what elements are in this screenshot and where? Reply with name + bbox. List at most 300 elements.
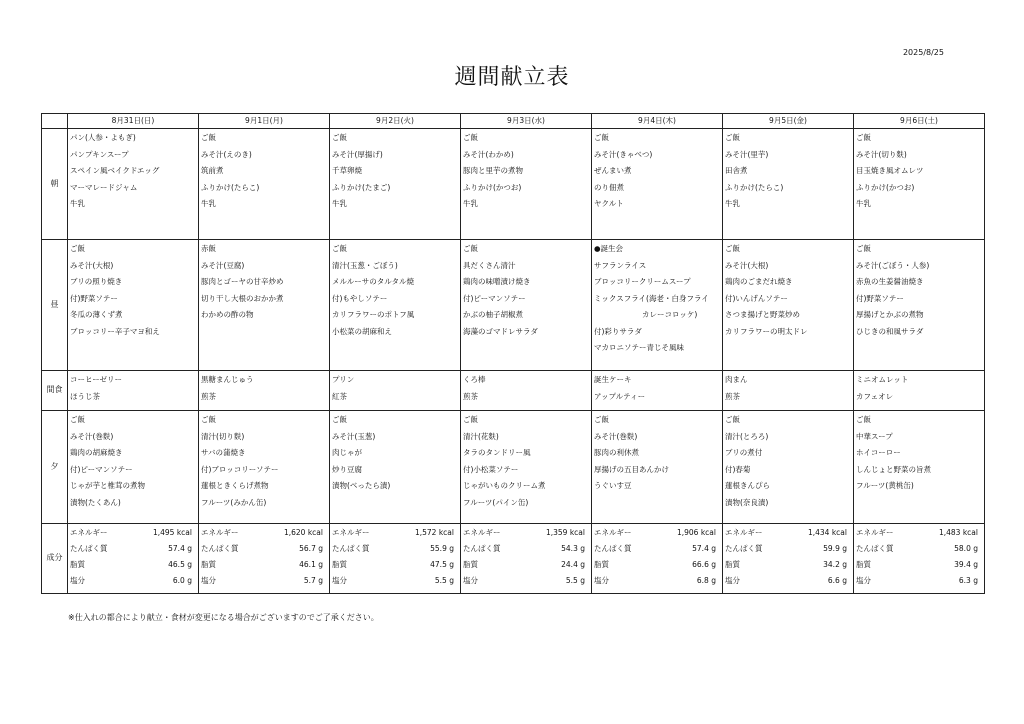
nutrition-value: 34.2 — [823, 560, 840, 569]
nutrition-label: たんぱく質 — [463, 544, 501, 553]
nutrition-value: 1,906 — [676, 528, 699, 537]
menu-item: 厚揚げとかぶの煮物 — [856, 310, 924, 319]
menu-item: ミックスフライ(海老・白身フライ — [594, 293, 709, 303]
nutrition-label: 脂質 — [332, 560, 347, 569]
nutrition-salt — [856, 573, 982, 589]
snack-menu-cell — [68, 371, 199, 411]
nutrition-value: 5.5 — [434, 576, 447, 585]
snack-menu-cell — [461, 371, 592, 411]
nutrition-unit: g — [449, 560, 454, 569]
nutrition-value: 46.1 — [299, 560, 316, 569]
nutrition-label: エネルギー — [725, 528, 763, 537]
menu-item: みそ汁(大根) — [70, 260, 114, 270]
menu-item: ブリの煮付 — [725, 448, 763, 457]
lunch-menu-cell — [723, 240, 854, 371]
day-header: 9月6日(土) — [854, 114, 985, 129]
nutrition-value-group — [561, 557, 589, 573]
menu-item: コーヒーゼリー — [70, 375, 123, 384]
menu-item: 鶏肉のごまだれ焼き — [725, 277, 793, 286]
menu-item: ご飯 — [856, 244, 871, 253]
menu-item: ご飯 — [856, 133, 871, 142]
menu-item: ふりかけ(たらこ) — [725, 182, 784, 192]
dinner-menu-cell — [330, 411, 461, 524]
menu-item: ご飯 — [463, 244, 478, 253]
menu-item: ブロッコリー辛子マヨ和え — [70, 326, 160, 336]
menu-item: ぜんまい煮 — [594, 166, 632, 175]
nutrition-value: 1,359 — [545, 528, 568, 537]
menu-item: ご飯 — [332, 244, 347, 253]
menu-item: 豚肉とゴーヤの甘辛炒め — [201, 277, 284, 286]
nutrition-fat — [70, 557, 196, 573]
menu-item: 清汁(切り麩) — [201, 431, 245, 441]
menu-item: 小松菜の胡麻和え — [332, 326, 392, 336]
menu-item: 付)春菊 — [725, 464, 751, 474]
menu-item: ご飯 — [332, 133, 347, 142]
menu-item: 赤魚の生姜醤油焼き — [856, 277, 924, 286]
nutrition-label: 脂質 — [201, 560, 216, 569]
menu-item: 清汁(花麩) — [463, 431, 499, 441]
meal-label-snack: 間食 — [42, 371, 68, 411]
menu-item: 牛乳 — [201, 199, 216, 208]
nutrition-label: たんぱく質 — [332, 544, 370, 553]
lunch-menu-cell — [68, 240, 199, 371]
nutrition-cell — [723, 524, 854, 594]
day-header: 9月1日(月) — [199, 114, 330, 129]
menu-item: 誕生ケーキ — [594, 375, 632, 384]
nutrition-value-group — [430, 557, 458, 573]
menu-item: 黒糖まんじゅう — [201, 375, 254, 384]
lunch-menu-cell — [854, 240, 985, 371]
nutrition-value-group — [954, 541, 982, 557]
nutrition-protein — [201, 541, 327, 557]
menu-item: ブロッコリークリームスープ — [594, 277, 691, 286]
breakfast-menu-cell — [461, 129, 592, 240]
breakfast-menu-cell — [199, 129, 330, 240]
nutrition-value: 5.5 — [565, 576, 578, 585]
menu-item: カリフラワーのポトフ風 — [332, 310, 415, 319]
nutrition-value: 58.0 — [954, 544, 971, 553]
menu-item: みそ汁(厚揚げ) — [332, 149, 383, 159]
menu-item: 付)ピーマンソテー — [463, 293, 526, 303]
nutrition-fat — [332, 557, 458, 573]
nutrition-unit: g — [580, 560, 585, 569]
footer-note: ※仕入れの都合により献立・食材が変更になる場合がございますのでご了承ください。 — [68, 613, 379, 622]
menu-item: 清汁(玉葱・ごぼう) — [332, 260, 398, 270]
nutrition-label: たんぱく質 — [856, 544, 894, 553]
menu-item: みそ汁(ごぼう・人参) — [856, 260, 930, 270]
menu-item: 炒り豆腐 — [332, 464, 362, 474]
menu-item: ふりかけ(かつお) — [463, 182, 522, 192]
nutrition-value-group — [153, 525, 196, 541]
nutrition-unit: kcal — [831, 528, 847, 537]
snack-menu-cell — [854, 371, 985, 411]
nutrition-label: 脂質 — [463, 560, 478, 569]
menu-item: ご飯 — [594, 415, 609, 424]
nutrition-cell — [461, 524, 592, 594]
day-header: 9月5日(金) — [723, 114, 854, 129]
menu-item: 付)いんげんソテー — [725, 293, 788, 303]
nutrition-cell — [199, 524, 330, 594]
menu-item: 蓮根きんぴら — [725, 481, 770, 490]
menu-item: ご飯 — [725, 133, 740, 142]
menu-item: 清汁(とろろ) — [725, 431, 769, 441]
nutrition-energy — [332, 525, 458, 541]
nutrition-unit: kcal — [438, 528, 454, 537]
dinner-menu-cell — [68, 411, 199, 524]
menu-item: カリフラワーの明太ドレ — [725, 326, 808, 336]
menu-item: 目玉焼き風オムレツ — [856, 166, 924, 175]
menu-item: サフランライス — [594, 260, 647, 270]
nutrition-unit: g — [449, 576, 454, 585]
nutrition-salt — [201, 573, 327, 589]
nutrition-value: 57.4 — [692, 544, 709, 553]
nutrition-fat — [856, 557, 982, 573]
menu-item: ミニオムレット — [856, 375, 909, 384]
nutrition-value: 56.7 — [299, 544, 316, 553]
lunch-menu-cell — [592, 240, 723, 371]
menu-item: 付)ブロッコリーソテー — [201, 464, 279, 474]
menu-item: フルーツ(みかん缶) — [201, 497, 267, 507]
nutrition-unit: g — [449, 544, 454, 553]
nutrition-value-group — [299, 541, 327, 557]
menu-item: パン(人参・よもぎ) — [70, 133, 136, 142]
menu-item: 付)彩りサラダ — [594, 326, 642, 336]
snack-menu-cell — [330, 371, 461, 411]
menu-item: 切り干し大根のおかか煮 — [201, 293, 284, 303]
day-header: 8月31日(日) — [68, 114, 199, 129]
menu-item: しんじょと野菜の旨煮 — [856, 464, 931, 474]
corner-cell — [42, 114, 68, 129]
menu-item: 中華スープ — [856, 431, 893, 441]
dinner-menu-cell — [854, 411, 985, 524]
nutrition-value-group — [435, 573, 458, 589]
nutrition-value-group — [823, 557, 851, 573]
nutrition-value-group — [173, 573, 196, 589]
menu-item: かぶの柚子胡椒煮 — [463, 310, 523, 319]
menu-item: ご飯 — [332, 415, 347, 424]
menu-item: プリン — [332, 375, 355, 384]
menu-item: 蓮根ときくらげ煮物 — [201, 481, 269, 490]
nutrition-label: 脂質 — [856, 560, 871, 569]
menu-item: うぐいす豆 — [594, 481, 632, 490]
breakfast-menu-cell — [723, 129, 854, 240]
nutrition-value: 59.9 — [823, 544, 840, 553]
nutrition-label: エネルギー — [594, 528, 632, 537]
nutrition-label: エネルギー — [201, 528, 239, 537]
day-header: 9月2日(火) — [330, 114, 461, 129]
snack-row — [42, 371, 985, 411]
menu-item: カフェオレ — [856, 391, 894, 401]
nutrition-value-group — [299, 557, 327, 573]
nutrition-fat — [201, 557, 327, 573]
nutrition-value: 57.4 — [168, 544, 185, 553]
nutrition-value-group — [430, 541, 458, 557]
menu-item: ホイコーロー — [856, 448, 901, 457]
menu-item: マカロニソテー青じそ風味 — [594, 343, 684, 352]
nutrition-energy — [463, 525, 589, 541]
dinner-menu-cell — [592, 411, 723, 524]
nutrition-label: 塩分 — [594, 576, 609, 585]
menu-item: 具だくさん清汁 — [463, 260, 516, 270]
menu-item: みそ汁(大根) — [725, 260, 769, 270]
menu-item: みそ汁(えのき) — [201, 149, 252, 159]
meal-label-nutrition: 成分 — [42, 524, 68, 594]
nutrition-fat — [725, 557, 851, 573]
menu-item: 牛乳 — [856, 199, 871, 208]
nutrition-cell — [854, 524, 985, 594]
nutrition-value-group — [415, 525, 458, 541]
nutrition-value: 6.6 — [827, 576, 840, 585]
nutrition-unit: g — [187, 560, 192, 569]
nutrition-value: 1,434 — [807, 528, 830, 537]
breakfast-row — [42, 129, 985, 240]
menu-item: ふりかけ(たらこ) — [201, 182, 260, 192]
nutrition-label: 塩分 — [463, 576, 478, 585]
dinner-menu-cell — [461, 411, 592, 524]
document-date: 2025/8/25 — [902, 48, 944, 57]
nutrition-unit: g — [973, 560, 978, 569]
nutrition-value-group — [168, 541, 196, 557]
nutrition-protein — [70, 541, 196, 557]
nutrition-value-group — [828, 573, 851, 589]
nutrition-value: 1,495 — [152, 528, 175, 537]
nutrition-unit: g — [580, 544, 585, 553]
nutrition-label: たんぱく質 — [201, 544, 239, 553]
nutrition-value: 55.9 — [430, 544, 447, 553]
nutrition-value-group — [304, 573, 327, 589]
menu-item: 赤飯 — [201, 244, 216, 253]
dinner-row — [42, 411, 985, 524]
nutrition-energy — [856, 525, 982, 541]
snack-menu-cell — [723, 371, 854, 411]
menu-item: わかめの酢の物 — [201, 310, 254, 319]
nutrition-unit: kcal — [307, 528, 323, 537]
menu-item: タラのタンドリー風 — [463, 448, 531, 457]
nutrition-salt — [725, 573, 851, 589]
lunch-row — [42, 240, 985, 371]
nutrition-value-group — [959, 573, 982, 589]
nutrition-unit: g — [187, 544, 192, 553]
meal-label-lunch: 昼 — [42, 240, 68, 371]
menu-item: ひじきの和風サラダ — [856, 326, 924, 336]
nutrition-value-group — [546, 525, 589, 541]
menu-item: 紅茶 — [332, 391, 347, 401]
nutrition-protein — [594, 541, 720, 557]
nutrition-label: たんぱく質 — [594, 544, 632, 553]
nutrition-value-group — [566, 573, 589, 589]
meal-label-dinner: 夕 — [42, 411, 68, 524]
nutrition-unit: g — [318, 544, 323, 553]
menu-item: 煎茶 — [725, 391, 740, 401]
menu-item: ヤクルト — [594, 199, 624, 208]
menu-item: 田舎煮 — [725, 166, 748, 175]
nutrition-salt — [70, 573, 196, 589]
menu-item: みそ汁(きゃべつ) — [594, 149, 653, 159]
menu-item: 漬物(奈良漬) — [725, 497, 769, 507]
menu-item: ふりかけ(かつお) — [856, 182, 915, 192]
menu-item: 鶏肉の胡麻焼き — [70, 448, 123, 457]
breakfast-menu-cell — [592, 129, 723, 240]
nutrition-unit: kcal — [700, 528, 716, 537]
menu-item: 牛乳 — [70, 199, 85, 208]
dinner-menu-cell — [199, 411, 330, 524]
nutrition-protein — [856, 541, 982, 557]
menu-item: スペイン風ベイクドエッグ — [70, 166, 160, 175]
day-header: 9月4日(木) — [592, 114, 723, 129]
nutrition-unit: g — [711, 560, 716, 569]
menu-item: 煎茶 — [463, 391, 478, 401]
menu-item: 肉じゃが — [332, 448, 362, 457]
nutrition-unit: kcal — [962, 528, 978, 537]
nutrition-value: 24.4 — [561, 560, 578, 569]
nutrition-value-group — [692, 541, 720, 557]
menu-item: ご飯 — [856, 415, 871, 424]
nutrition-unit: kcal — [176, 528, 192, 537]
nutrition-salt — [463, 573, 589, 589]
nutrition-value-group — [677, 525, 720, 541]
snack-menu-cell — [592, 371, 723, 411]
menu-item: 漬物(べったら漬) — [332, 481, 391, 490]
nutrition-energy — [725, 525, 851, 541]
snack-menu-cell — [199, 371, 330, 411]
day-header-row — [42, 114, 985, 129]
menu-item: ブリの照り焼き — [70, 277, 123, 286]
menu-item: ご飯 — [201, 415, 216, 424]
nutrition-unit: g — [318, 576, 323, 585]
menu-item: ふりかけ(たまご) — [332, 182, 391, 192]
menu-item: サバの蒲焼き — [201, 448, 246, 457]
nutrition-cell — [68, 524, 199, 594]
nutrition-value: 1,620 — [283, 528, 306, 537]
menu-item: 海藻のゴマドレサラダ — [463, 326, 538, 336]
menu-item: みそ汁(切り麩) — [856, 149, 907, 159]
nutrition-unit: g — [842, 560, 847, 569]
menu-item: 冬瓜の薄くず煮 — [70, 310, 123, 319]
nutrition-unit: g — [842, 544, 847, 553]
menu-item: 漬物(たくあん) — [70, 497, 121, 507]
menu-item: ご飯 — [725, 415, 740, 424]
nutrition-label: 脂質 — [725, 560, 740, 569]
menu-item: みそ汁(玉葱) — [332, 431, 376, 441]
nutrition-unit: g — [842, 576, 847, 585]
nutrition-value-group — [692, 557, 720, 573]
nutrition-label: エネルギー — [70, 528, 108, 537]
menu-item: フルーツ(パイン缶) — [463, 497, 529, 507]
nutrition-value: 5.7 — [303, 576, 316, 585]
nutrition-value: 1,572 — [414, 528, 437, 537]
nutrition-label: エネルギー — [463, 528, 501, 537]
menu-item: みそ汁(豆腐) — [201, 260, 245, 270]
lunch-menu-cell — [199, 240, 330, 371]
menu-item: 肉まん — [725, 375, 748, 384]
nutrition-protein — [332, 541, 458, 557]
menu-item: 豚肉と里芋の煮物 — [463, 166, 523, 175]
menu-item: 牛乳 — [463, 199, 478, 208]
nutrition-value: 1,483 — [938, 528, 961, 537]
nutrition-row — [42, 524, 985, 594]
nutrition-label: 塩分 — [70, 576, 85, 585]
menu-item: ●誕生会 — [594, 244, 624, 253]
nutrition-value: 6.3 — [958, 576, 971, 585]
nutrition-cell — [592, 524, 723, 594]
menu-item: ご飯 — [463, 133, 478, 142]
day-header: 9月3日(水) — [461, 114, 592, 129]
breakfast-menu-cell — [854, 129, 985, 240]
nutrition-label: 塩分 — [201, 576, 216, 585]
menu-item: パンプキンスープ — [70, 149, 129, 159]
menu-item: ほうじ茶 — [70, 391, 100, 401]
nutrition-unit: kcal — [569, 528, 585, 537]
menu-item: みそ汁(里芋) — [725, 149, 769, 159]
nutrition-value-group — [808, 525, 851, 541]
menu-item: みそ汁(わかめ) — [463, 149, 514, 159]
menu-item: 牛乳 — [332, 199, 347, 208]
nutrition-value: 6.0 — [172, 576, 185, 585]
menu-item: 付)もやしソテー — [332, 293, 388, 303]
menu-item: フルーツ(黄桃缶) — [856, 481, 914, 490]
menu-item: 筑前煮 — [201, 166, 224, 175]
menu-item: さつま揚げと野菜炒め — [725, 310, 800, 319]
nutrition-label: エネルギー — [332, 528, 370, 537]
menu-item: 付)野菜ソテー — [856, 293, 904, 303]
menu-item: 煎茶 — [201, 391, 216, 401]
menu-item: 厚揚げの五目あんかけ — [594, 464, 669, 474]
nutrition-unit: g — [187, 576, 192, 585]
nutrition-salt — [594, 573, 720, 589]
nutrition-value-group — [561, 541, 589, 557]
nutrition-salt — [332, 573, 458, 589]
nutrition-value-group — [284, 525, 327, 541]
nutrition-energy — [70, 525, 196, 541]
meal-label-breakfast: 朝 — [42, 129, 68, 240]
nutrition-label: 脂質 — [70, 560, 85, 569]
nutrition-fat — [463, 557, 589, 573]
dinner-menu-cell — [723, 411, 854, 524]
nutrition-value: 39.4 — [954, 560, 971, 569]
menu-item: メルルーサのタルタル焼 — [332, 277, 415, 286]
menu-item: ご飯 — [725, 244, 740, 253]
nutrition-value-group — [823, 541, 851, 557]
nutrition-unit: g — [973, 544, 978, 553]
nutrition-fat — [594, 557, 720, 573]
nutrition-label: 脂質 — [594, 560, 609, 569]
nutrition-unit: g — [973, 576, 978, 585]
nutrition-value: 66.6 — [692, 560, 709, 569]
nutrition-label: 塩分 — [332, 576, 347, 585]
nutrition-value-group — [939, 525, 982, 541]
menu-item: くろ棒 — [463, 375, 486, 384]
menu-item: みそ汁(巻麩) — [70, 431, 114, 441]
menu-item: じゃがいものクリーム煮 — [463, 481, 546, 490]
nutrition-label: 塩分 — [725, 576, 740, 585]
menu-item: アップルティー — [594, 391, 646, 401]
menu-item: 付)小松菜ソテー — [463, 464, 519, 474]
menu-item: 付)野菜ソテー — [70, 293, 118, 303]
menu-item: ご飯 — [594, 133, 609, 142]
nutrition-value: 54.3 — [561, 544, 578, 553]
nutrition-value-group — [697, 573, 720, 589]
menu-item: マーマレードジャム — [70, 182, 138, 192]
nutrition-energy — [594, 525, 720, 541]
nutrition-unit: g — [580, 576, 585, 585]
page-title: 週間献立表 — [454, 65, 570, 90]
menu-item: ご飯 — [70, 415, 85, 424]
nutrition-value: 6.8 — [696, 576, 709, 585]
menu-item: じゃが芋と椎茸の煮物 — [70, 481, 145, 490]
nutrition-unit: g — [711, 544, 716, 553]
nutrition-value-group — [954, 557, 982, 573]
menu-item: ご飯 — [70, 244, 85, 253]
